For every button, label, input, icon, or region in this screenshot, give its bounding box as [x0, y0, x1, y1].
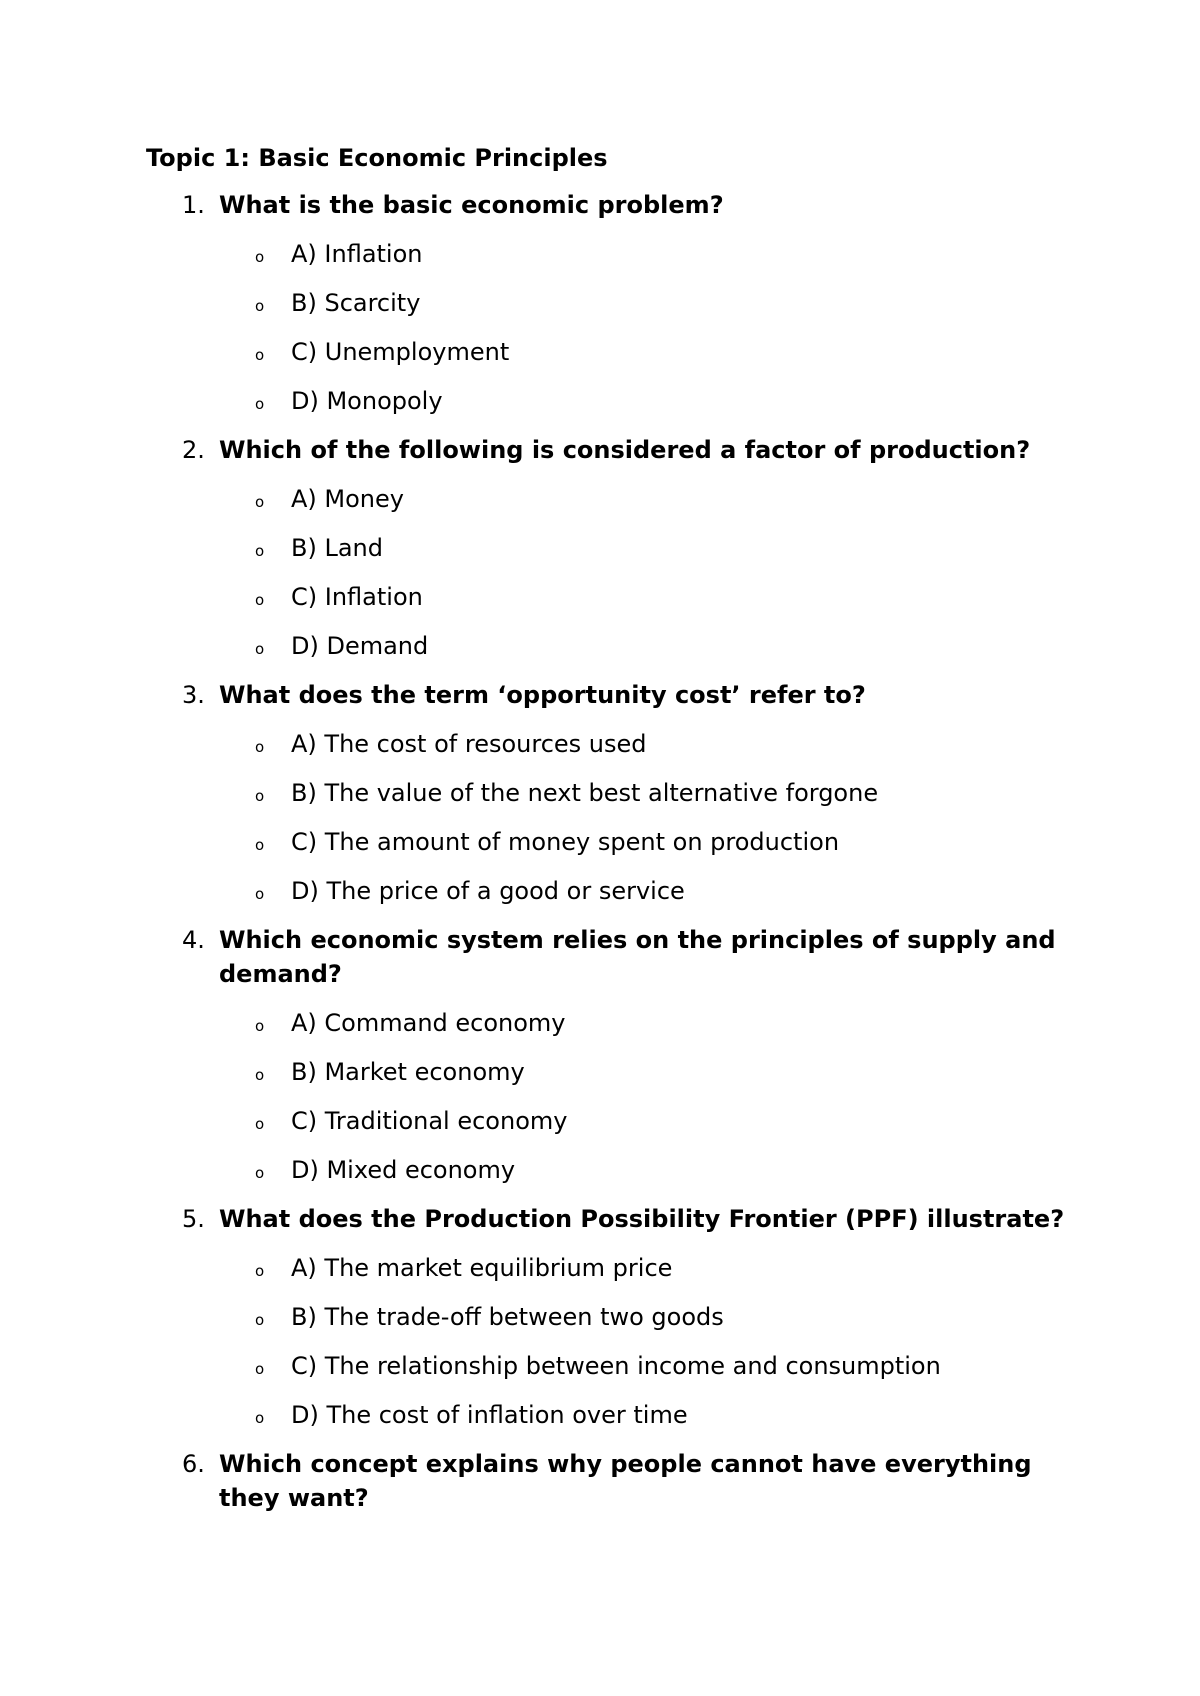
answer-option: [219, 237, 1066, 271]
answer-option: [219, 874, 1066, 908]
answer-option: [219, 286, 1066, 320]
question-number: 5.: [182, 1205, 205, 1233]
circle-bullet-icon: o: [255, 493, 265, 511]
question-number: 1.: [182, 191, 205, 219]
answer-option: [219, 1006, 1066, 1040]
question-number: 4.: [182, 926, 205, 954]
question-text: Which of the following is considered a factor of production?: [219, 436, 1031, 464]
option-list: [219, 1251, 1066, 1432]
circle-bullet-icon: o: [255, 591, 265, 609]
circle-bullet-icon: o: [255, 248, 265, 266]
circle-bullet-icon: o: [255, 1115, 265, 1133]
circle-bullet-icon: o: [255, 346, 265, 364]
answer-option: [219, 482, 1066, 516]
answer-option: [219, 1300, 1066, 1334]
answer-option: [219, 727, 1066, 761]
answer-option-text: D) The price of a good or service: [291, 877, 685, 905]
question-text: What does the Production Possibility Frontier (PPF) illustrate?: [219, 1205, 1065, 1233]
answer-option: [219, 1398, 1066, 1432]
answer-option: [219, 1349, 1066, 1383]
question-text: What is the basic economic problem?: [219, 191, 724, 219]
answer-option: [219, 580, 1066, 614]
answer-option: [219, 629, 1066, 663]
option-list: [219, 482, 1066, 663]
answer-option: [219, 1251, 1066, 1285]
answer-option-text: A) Inflation: [291, 240, 423, 268]
answer-option-text: C) Unemployment: [291, 338, 510, 366]
answer-option-text: B) Land: [291, 534, 383, 562]
quiz-document: [146, 142, 1066, 1515]
option-list: [219, 1006, 1066, 1187]
question-number: 2.: [182, 436, 205, 464]
circle-bullet-icon: o: [255, 1164, 265, 1182]
answer-option-text: D) The cost of inflation over time: [291, 1401, 688, 1429]
circle-bullet-icon: o: [255, 1017, 265, 1035]
question-item: [146, 188, 1066, 418]
answer-option-text: C) Traditional economy: [291, 1107, 568, 1135]
answer-option: [219, 825, 1066, 859]
option-list: [219, 237, 1066, 418]
answer-option: [219, 335, 1066, 369]
circle-bullet-icon: o: [255, 885, 265, 903]
question-text: What does the term ‘opportunity cost’ refer to?: [219, 681, 866, 709]
question-item: [146, 1447, 1066, 1515]
circle-bullet-icon: o: [255, 640, 265, 658]
circle-bullet-icon: o: [255, 1360, 265, 1378]
circle-bullet-icon: o: [255, 297, 265, 315]
question-item: [146, 923, 1066, 1187]
option-list: [219, 727, 1066, 908]
circle-bullet-icon: o: [255, 1311, 265, 1329]
answer-option: [219, 776, 1066, 810]
circle-bullet-icon: o: [255, 542, 265, 560]
answer-option-text: C) The amount of money spent on production: [291, 828, 840, 856]
topic-title: Topic 1: Basic Economic Principles: [146, 144, 608, 172]
circle-bullet-icon: o: [255, 836, 265, 854]
circle-bullet-icon: o: [255, 1066, 265, 1084]
answer-option-text: B) The trade-off between two goods: [291, 1303, 724, 1331]
answer-option-text: A) The market equilibrium price: [291, 1254, 673, 1282]
question-text: Which economic system relies on the principles of supply and demand?: [219, 926, 1056, 988]
answer-option: [219, 1055, 1066, 1089]
question-number: 6.: [182, 1450, 205, 1478]
answer-option-text: B) The value of the next best alternative forgone: [291, 779, 879, 807]
question-item: [146, 678, 1066, 908]
answer-option-text: A) Command economy: [291, 1009, 566, 1037]
circle-bullet-icon: o: [255, 395, 265, 413]
answer-option-text: A) The cost of resources used: [291, 730, 647, 758]
question-item: [146, 1202, 1066, 1432]
answer-option: [219, 1104, 1066, 1138]
answer-option: [219, 1153, 1066, 1187]
question-list: [146, 188, 1066, 1515]
answer-option-text: B) Scarcity: [291, 289, 421, 317]
answer-option: [219, 531, 1066, 565]
question-text: Which concept explains why people cannot have everything they want?: [219, 1450, 1032, 1512]
circle-bullet-icon: o: [255, 1409, 265, 1427]
answer-option-text: D) Demand: [291, 632, 429, 660]
circle-bullet-icon: o: [255, 738, 265, 756]
answer-option-text: C) The relationship between income and consumption: [291, 1352, 941, 1380]
answer-option-text: D) Monopoly: [291, 387, 443, 415]
circle-bullet-icon: o: [255, 787, 265, 805]
answer-option-text: A) Money: [291, 485, 404, 513]
answer-option: [219, 384, 1066, 418]
circle-bullet-icon: o: [255, 1262, 265, 1280]
answer-option-text: D) Mixed economy: [291, 1156, 516, 1184]
answer-option-text: B) Market economy: [291, 1058, 525, 1086]
question-item: [146, 433, 1066, 663]
question-number: 3.: [182, 681, 205, 709]
answer-option-text: C) Inflation: [291, 583, 423, 611]
